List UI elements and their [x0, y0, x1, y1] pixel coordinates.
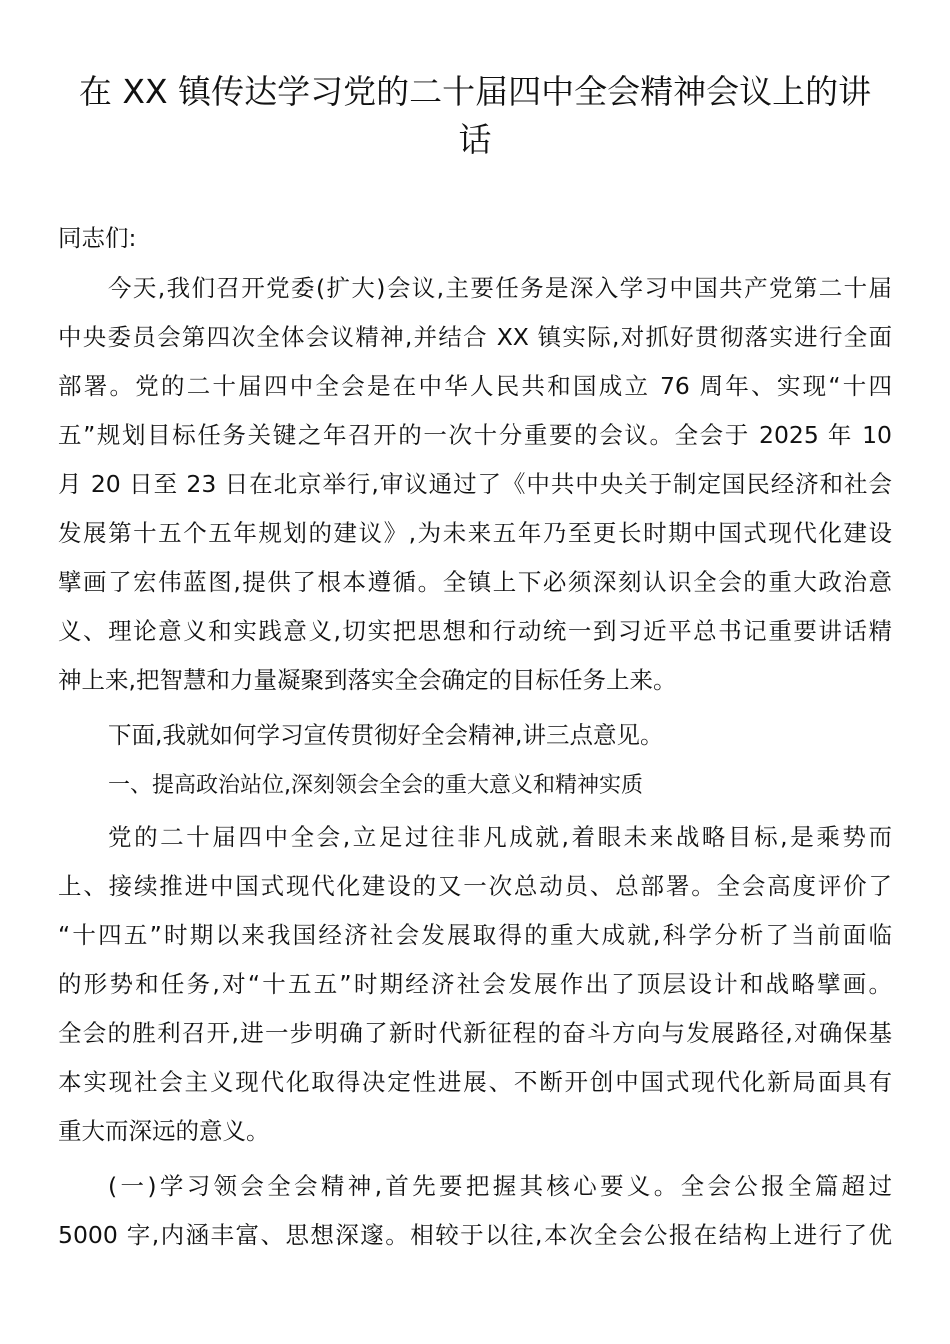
paragraph-line: 部署。党的二十届四中全会是在中华人民共和国成立 76 周年、实现“十四: [58, 372, 892, 400]
paragraph-line: 党的二十届四中全会,立足过往非凡成就,着眼未来战略目标,是乘势而: [108, 823, 892, 851]
document-title-line-1: 在 XX 镇传达学习党的二十届四中全会精神会议上的讲: [78, 72, 872, 111]
paragraph-line: 发展第十五个五年规划的建议》,为未来五年乃至更长时期中国式现代化建设: [58, 519, 892, 547]
paragraph-line: 中央委员会第四次全体会议精神,并结合 XX 镇实际,对抓好贯彻落实进行全面: [58, 323, 892, 351]
paragraph-line: 5000 字,内涵丰富、思想深邃。相较于以往,本次全会公报在结构上进行了优: [58, 1221, 892, 1249]
salutation: 同志们:: [58, 224, 137, 252]
paragraph-line: 的形势和任务,对“十五五”时期经济社会发展作出了顶层设计和战略擘画。: [58, 970, 892, 998]
paragraph-line: 下面,我就如何学习宣传贯彻好全会精神,讲三点意见。: [108, 721, 664, 749]
paragraph-line: (一)学习领会全会精神,首先要把握其核心要义。全会公报全篇超过: [108, 1172, 892, 1200]
paragraph-line: 月 20 日至 23 日在北京举行,审议通过了《中共中央关于制定国民经济和社会: [58, 470, 892, 498]
paragraph-line: 五”规划目标任务关键之年召开的一次十分重要的会议。全会于 2025 年 10: [58, 421, 892, 449]
paragraph-line: 神上来,把智慧和力量凝聚到落实全会确定的目标任务上来。: [58, 666, 677, 694]
paragraph-line: 全会的胜利召开,进一步明确了新时代新征程的奋斗方向与发展路径,对确保基: [58, 1019, 892, 1047]
paragraph-line: 上、接续推进中国式现代化建设的又一次总动员、总部署。全会高度评价了: [58, 872, 892, 900]
paragraph-line: 义、理论意义和实践意义,切实把思想和行动统一到习近平总书记重要讲话精: [58, 617, 892, 645]
section-heading: 一、提高政治站位,深刻领会全会的重大意义和精神实质: [108, 773, 643, 798]
paragraph-line: 今天,我们召开党委(扩大)会议,主要任务是深入学习中国共产党第二十届: [108, 274, 892, 302]
paragraph-line: “十四五”时期以来我国经济社会发展取得的重大成就,科学分析了当前面临: [58, 921, 892, 949]
document-title-line-2: 话: [458, 120, 492, 159]
paragraph-line: 本实现社会主义现代化取得决定性进展、不断开创中国式现代化新局面具有: [58, 1068, 892, 1096]
paragraph-line: 擘画了宏伟蓝图,提供了根本遵循。全镇上下必须深刻认识全会的重大政治意: [58, 568, 892, 596]
paragraph-line: 重大而深远的意义。: [58, 1117, 270, 1145]
